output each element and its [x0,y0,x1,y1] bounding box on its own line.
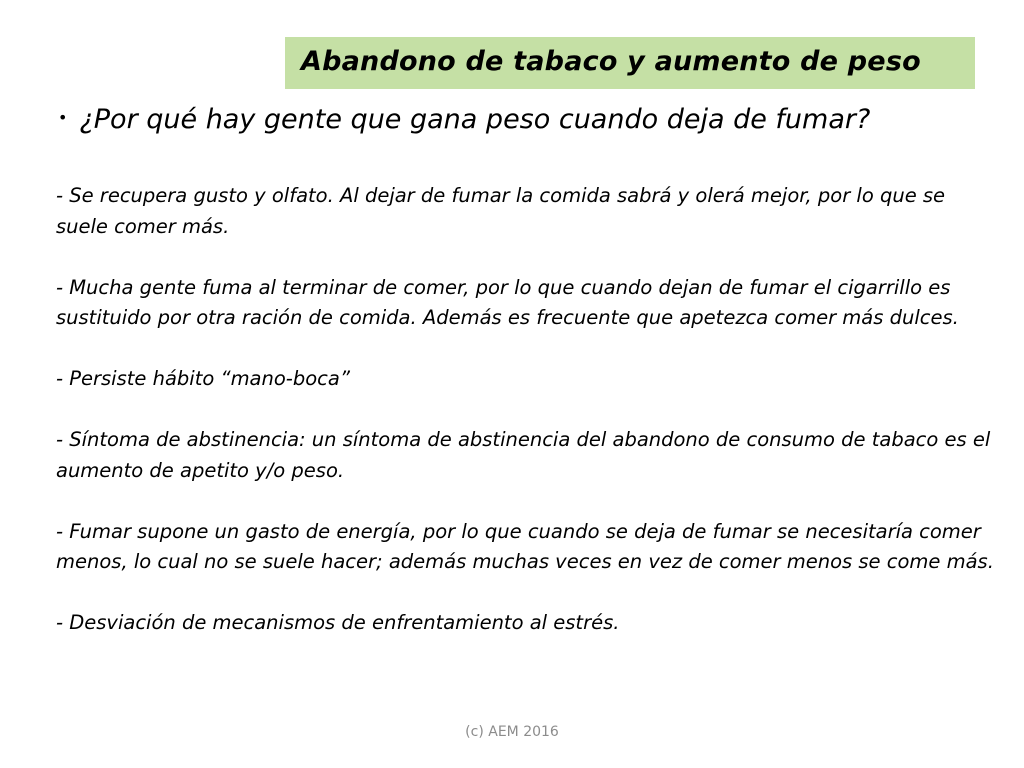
paragraph-withdrawal: - Síntoma de abstinencia: un síntoma de abstinencia del abandono de consumo de tabaco es el aumento de apetito y/o peso. [56,428,991,482]
content-body [56,181,1001,639]
title-banner [285,37,975,89]
slide-title: Abandono de tabaco y aumento de peso [301,46,921,77]
paragraph-taste-smell: - Se recupera gusto y olfato. Al dejar de fumar la comida sabrá y olerá mejor, por lo que se suele comer más. [56,184,946,238]
question-line [58,104,998,135]
paragraph-stress: - Desviación de mecanismos de enfrentamiento al estrés. [56,611,620,634]
bullet-marker: • [58,108,68,127]
paragraph-hand-mouth: - Persiste hábito “mano-boca” [56,367,350,390]
paragraph-energy: - Fumar supone un gasto de energía, por lo que cuando se deja de fumar se necesitaría comer menos, lo cual no se suele hacer; además muchas veces en vez de comer menos se come más. [56,519,994,573]
question-text: ¿Por qué hay gente que gana peso cuando deja de fumar? [79,104,871,135]
paragraph-after-meal: - Mucha gente fuma al terminar de comer, por lo que cuando dejan de fumar el cigarrillo es sustituido por otra ración de comida. Además es frecuente que apetezca comer más dulces. [56,275,959,329]
copyright-footer: (c) AEM 2016 [465,724,559,740]
